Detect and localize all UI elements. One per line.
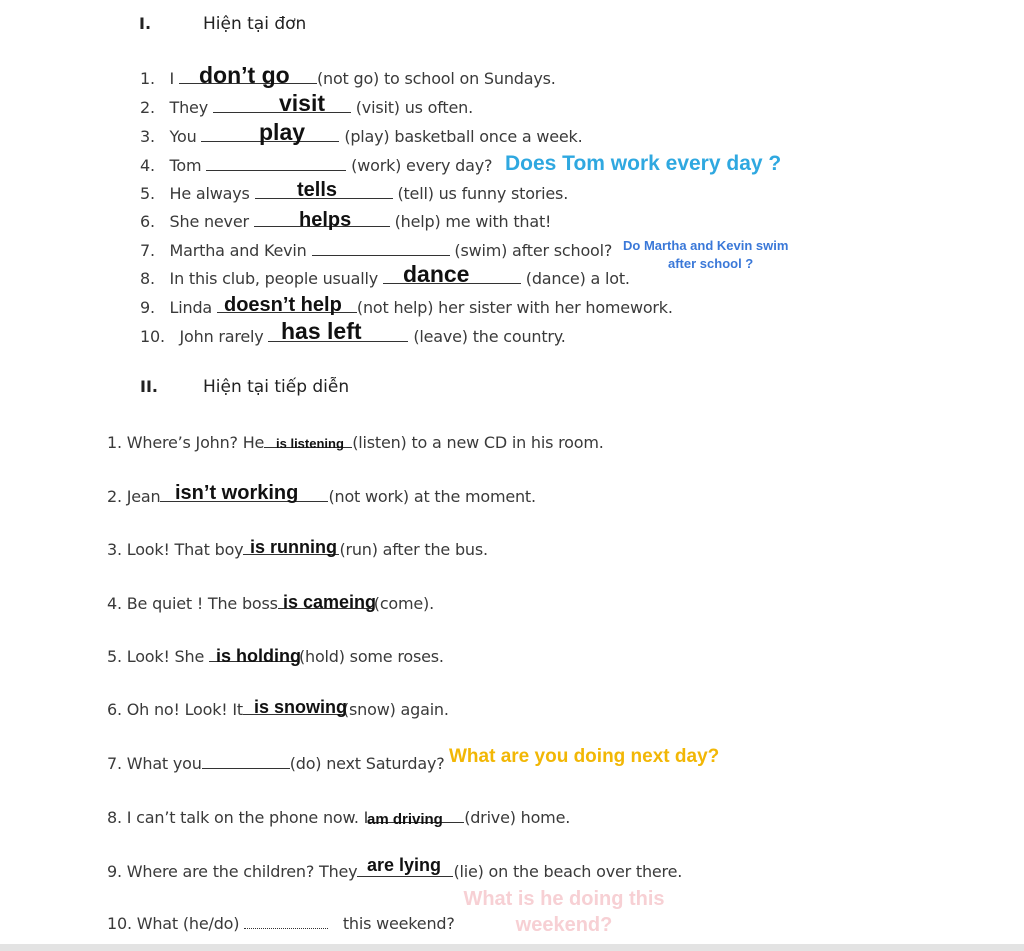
item-number: 9. xyxy=(107,862,122,881)
item-number: 10. xyxy=(107,914,132,933)
handwritten-answer: are lying xyxy=(367,855,442,875)
item-prefix: What (he/do) xyxy=(136,914,240,933)
item-suffix: (drive) home. xyxy=(464,808,571,827)
item-prefix: Tom xyxy=(169,156,202,175)
item-number: 8. xyxy=(107,808,122,827)
handwritten-answer: visit xyxy=(279,90,326,116)
item-suffix: (help) me with that! xyxy=(394,212,552,231)
note-question-7-line-2: after school ? xyxy=(668,256,754,271)
item-number: 4. xyxy=(107,594,122,613)
item-prefix: Jean xyxy=(126,487,161,506)
handwritten-answer: is listening xyxy=(276,436,344,451)
answer-blank[interactable] xyxy=(202,753,290,769)
exercise-2-8 xyxy=(107,807,570,827)
item-prefix: They xyxy=(169,98,208,117)
item-number: 10. xyxy=(140,327,165,346)
item-prefix: I can’t talk on the phone now. I xyxy=(126,808,369,827)
handwritten-answer: is cameing xyxy=(283,592,377,612)
item-prefix: Martha and Kevin xyxy=(169,241,307,260)
bottom-edge xyxy=(0,944,1024,951)
item-number: 9. xyxy=(140,298,155,317)
item-suffix: (tell) us funny stories. xyxy=(397,184,569,203)
section-1-number: I. xyxy=(139,14,152,33)
handwritten-answer: helps xyxy=(299,209,352,231)
item-suffix: (dance) a lot. xyxy=(525,269,630,288)
item-number: 5. xyxy=(107,647,122,666)
item-prefix: Linda xyxy=(169,298,213,317)
item-prefix: Be quiet ! The boss xyxy=(126,594,278,613)
item-number: 4. xyxy=(140,156,155,175)
item-number: 1. xyxy=(107,433,122,452)
item-suffix: (do) next Saturday? xyxy=(289,754,445,773)
handwritten-answer: don’t go xyxy=(199,62,290,88)
item-prefix: He always xyxy=(169,184,250,203)
item-number: 6. xyxy=(140,212,155,231)
item-suffix: (snow) again. xyxy=(343,700,449,719)
handwritten-answer: am driving xyxy=(367,811,443,828)
handwritten-answer: is running xyxy=(250,537,337,557)
exercise-2-2 xyxy=(107,486,536,506)
item-suffix: (play) basketball once a week. xyxy=(344,127,583,146)
item-suffix: this weekend? xyxy=(342,914,455,933)
note-question-10-line-1: What is he doing this xyxy=(463,888,665,910)
item-number: 7. xyxy=(140,241,155,260)
item-suffix: (run) after the bus. xyxy=(339,540,488,559)
item-suffix: (work) every day? xyxy=(351,156,493,175)
exercise-2-4 xyxy=(107,593,434,613)
item-number: 5. xyxy=(140,184,155,203)
item-prefix: Look! That boy xyxy=(126,540,244,559)
item-prefix: John rarely xyxy=(179,327,264,346)
item-number: 3. xyxy=(140,127,155,146)
exercise-2-1 xyxy=(107,432,604,452)
handwritten-answer: tells xyxy=(297,179,338,201)
section-2-title: Hiện tại tiếp diễn xyxy=(203,377,350,397)
item-number: 7. xyxy=(107,754,122,773)
exercise-1-3 xyxy=(140,126,582,146)
handwritten-answer: has left xyxy=(281,318,362,344)
item-suffix: (hold) some roses. xyxy=(298,647,444,666)
handwritten-answer: is holding xyxy=(216,646,301,666)
item-prefix: She never xyxy=(169,212,249,231)
exercise-1-9 xyxy=(140,297,673,317)
item-suffix: (not go) to school on Sundays. xyxy=(316,69,556,88)
section-2-number: II. xyxy=(140,377,158,396)
note-question-4: Does Tom work every day ? xyxy=(505,152,782,175)
item-number: 6. xyxy=(107,700,122,719)
exercise-2-7 xyxy=(107,753,445,773)
item-prefix: Where’s John? He xyxy=(126,433,265,452)
item-number: 3. xyxy=(107,540,122,559)
item-prefix: In this club, people usually xyxy=(169,269,378,288)
item-suffix: (not help) her sister with her homework. xyxy=(356,298,673,317)
answer-blank[interactable] xyxy=(206,155,346,171)
handwritten-answer: doesn’t help xyxy=(224,294,342,316)
item-prefix: Oh no! Look! It xyxy=(126,700,243,719)
handwritten-answer: isn’t working xyxy=(175,482,299,504)
exercise-1-7 xyxy=(140,240,612,260)
item-suffix: (lie) on the beach over there. xyxy=(453,862,683,881)
answer-blank[interactable] xyxy=(244,913,328,929)
answer-blank[interactable] xyxy=(312,240,450,256)
item-suffix: (not work) at the moment. xyxy=(328,487,536,506)
note-question-10-line-2: weekend? xyxy=(515,914,613,936)
handwritten-answer: is snowing xyxy=(254,697,348,717)
item-prefix: I xyxy=(169,69,175,88)
item-prefix: What you xyxy=(126,754,202,773)
exercise-2-10 xyxy=(107,913,455,933)
item-suffix: (listen) to a new CD in his room. xyxy=(352,433,604,452)
item-number: 2. xyxy=(140,98,155,117)
note-question-10 xyxy=(448,886,680,938)
item-number: 2. xyxy=(107,487,122,506)
note-question-7: What are you doing next day? xyxy=(449,746,720,767)
exercise-1-8 xyxy=(140,268,630,288)
item-number: 1. xyxy=(140,69,155,88)
handwritten-answer: play xyxy=(259,119,306,145)
note-question-7-line-1: Do Martha and Kevin swim xyxy=(623,238,789,253)
item-suffix: (leave) the country. xyxy=(413,327,566,346)
exercise-1-5 xyxy=(140,183,568,203)
handwritten-answer: dance xyxy=(403,261,470,287)
section-1-title: Hiện tại đơn xyxy=(203,14,307,34)
item-prefix: Where are the children? They xyxy=(126,862,358,881)
item-suffix: (visit) us often. xyxy=(355,98,473,117)
item-prefix: Look! She xyxy=(126,647,205,666)
item-suffix: (come). xyxy=(373,594,434,613)
item-suffix: (swim) after school? xyxy=(454,241,613,260)
exercise-1-4 xyxy=(140,155,492,175)
item-number: 8. xyxy=(140,269,155,288)
item-prefix: You xyxy=(169,127,197,146)
